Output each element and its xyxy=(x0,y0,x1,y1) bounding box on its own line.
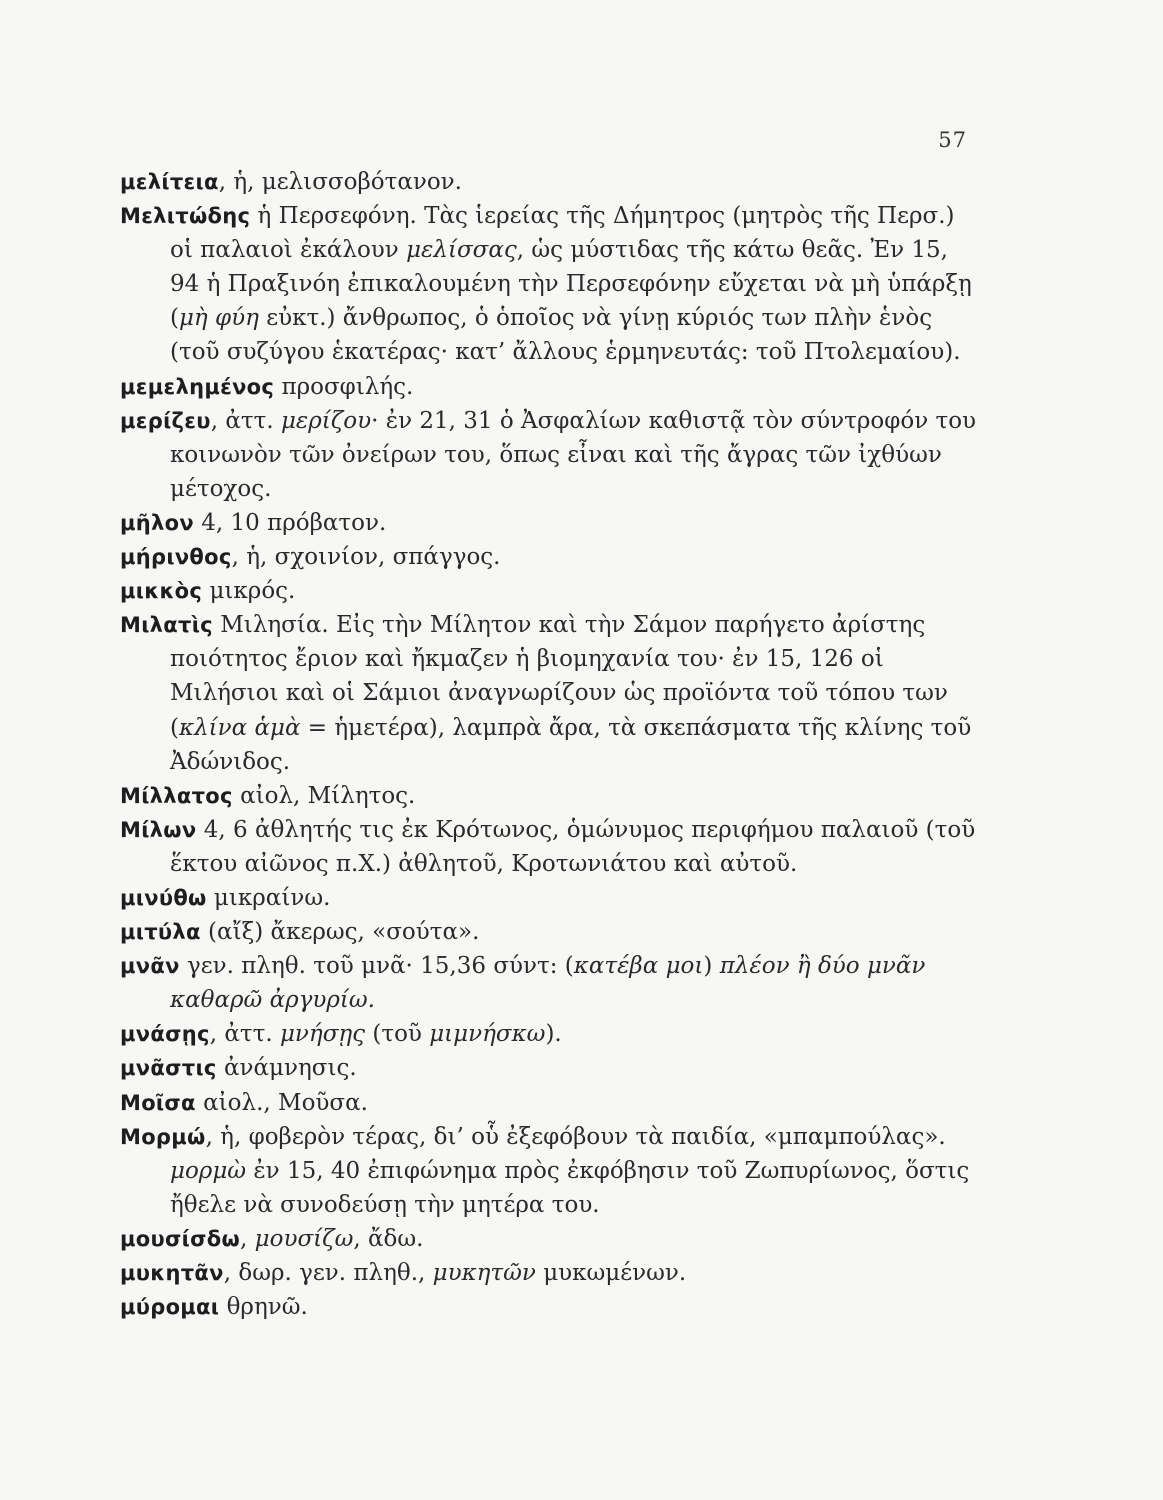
entry-text: Μιλησία. Εἰς τὴν Μίλητον καὶ τὴν Σάμον παρήγετο ἀρίστης ποιότητος ἔριον καὶ ἤκμαζεν ἡ βιομηχανία του· ἐν 15, 126 οἱ Μιλήσιοι καὶ οἱ Σάμιοι ἀναγνωρίζουν ὡς προϊόντα τοῦ τόπου των ( xyxy=(170,612,948,741)
glossary-entry xyxy=(120,1256,980,1290)
entry-italic-text: κλίνα ἁμὰ xyxy=(178,714,301,741)
glossary-entry xyxy=(120,1290,980,1324)
entry-text: προσφιλής. xyxy=(274,373,414,400)
glossary-entry xyxy=(120,540,980,574)
entry-headword: μνᾶστις xyxy=(120,1056,217,1081)
entry-headword: μήρινθος xyxy=(120,545,232,570)
glossary-entry xyxy=(120,165,980,199)
entry-headword: Μίλλατος xyxy=(120,783,233,808)
entry-headword: μῆλον xyxy=(120,510,194,535)
entry-headword: μύρομαι xyxy=(120,1295,220,1320)
entry-text: εὐκτ.) ἄνθρωπος, ὁ ὁποῖος νὰ γίνῃ κύριός των πλὴν ἑνὸς (τοῦ συζύγου ἑκατέρας· κατ’ ἄλλους ἑρμηνευτάς: τοῦ Πτολεμαίου). xyxy=(170,305,961,366)
entry-text: (αἴξ) ἄκερως, «σούτα». xyxy=(200,919,480,946)
entry-italic-text: μορμὼ xyxy=(170,1157,247,1184)
entry-text: , ἀττ. xyxy=(210,407,281,434)
entry-text: μικραίνω. xyxy=(206,884,331,911)
glossary-entry xyxy=(120,949,980,1017)
glossary-entry xyxy=(120,1222,980,1256)
entry-italic-text: πλέον ἢ δύο μνᾶν καθαρῶ ἀργυρίω. xyxy=(170,953,926,1014)
entry-headword: μελίτεια xyxy=(120,170,219,194)
entry-text: , ἡ, φοβερὸν τέρας, δι’ οὗ ἐξεφόβουν τὰ παιδία, «μπαμπούλας». xyxy=(205,1123,946,1150)
glossary-entry xyxy=(120,608,980,778)
entry-text: 4, 6 ἀθλητής τις ἐκ Κρότωνος, ὁμώνυμος περιφήμου παλαιοῦ (τοῦ ἕκτου αἰῶνος π.Χ.) ἀθλητοῦ, Κροτωνιάτου καὶ αὐτοῦ. xyxy=(170,816,976,877)
glossary-entry xyxy=(120,1017,980,1051)
glossary-entry xyxy=(120,574,980,608)
entry-text: = ἡμετέρα), λαμπρὰ ἄρα, τὰ σκεπάσματα τῆς κλίνης τοῦ Ἀδώνιδος. xyxy=(170,714,972,775)
entry-headword: μουσίσδω xyxy=(120,1226,241,1251)
entry-text: ἀνάμνησις. xyxy=(216,1055,357,1082)
entry-text: ἐν 15, 40 ἐπιφώνημα πρὸς ἐκφόβησιν τοῦ Ζωπυρίωνος, ὅστις ἤθελε νὰ συνοδεύσῃ τὴν μητέρα του. xyxy=(170,1157,970,1218)
glossary-entry xyxy=(120,915,980,949)
entry-italic-text: μυκητῶν xyxy=(432,1260,536,1286)
entry-italic-text: μιμνήσκω xyxy=(429,1021,546,1048)
entry-text: , xyxy=(240,1225,255,1252)
glossary-entry xyxy=(120,779,980,813)
entry-text: , ἀττ. xyxy=(209,1021,280,1048)
entry-text: 4, 10 πρόβατον. xyxy=(193,509,387,536)
entry-text: , ἡ, σχοινίον, σπάγγος. xyxy=(231,544,501,571)
entry-text: γεν. πληθ. τοῦ μνᾶ· 15,36 σύντ: ( xyxy=(179,953,574,980)
glossary-entry xyxy=(120,199,980,369)
entry-headword: Μίλων xyxy=(120,817,197,842)
glossary-entry xyxy=(120,1086,980,1120)
entry-headword: μινύθω xyxy=(120,885,207,910)
entry-headword: μνᾶν xyxy=(120,954,180,979)
entry-headword: μνάσῃς xyxy=(120,1022,210,1047)
entry-text: ) xyxy=(703,953,720,980)
entry-headword: μυκητᾶν xyxy=(120,1261,224,1285)
glossary-entry xyxy=(120,370,980,404)
glossary-entry xyxy=(120,506,980,540)
glossary-entry xyxy=(120,813,980,881)
glossary-entry xyxy=(120,881,980,915)
entry-headword: μερίζευ xyxy=(120,408,211,433)
glossary-entry xyxy=(120,1120,980,1222)
entry-text: μικρός. xyxy=(202,578,296,605)
entry-headword: Μελιτώδης xyxy=(120,204,251,229)
glossary-entry xyxy=(120,404,980,506)
entry-text: , ἄδω. xyxy=(353,1225,424,1252)
entry-italic-text: μερίζου xyxy=(280,407,372,434)
entry-headword: μεμελημένος xyxy=(120,374,275,399)
entry-text: , ὡς μύστιδας τῆς κάτω θεᾶς. Ἐν 15, 94 ἡ Πραξινόη ἐπικαλουμένη τὴν Περσεφόνην εὔχεται νὰ μὴ ὑπάρξῃ ( xyxy=(170,237,972,332)
entry-headword: μιτύλα xyxy=(120,920,201,945)
entry-italic-text: μὴ φύη xyxy=(178,305,259,332)
entry-text: ). xyxy=(545,1021,562,1048)
entry-italic-text: κατέβα μοι xyxy=(573,953,704,980)
entry-headword: Μοῖσα xyxy=(120,1090,196,1115)
entry-italic-text: μελίσσας xyxy=(406,237,517,264)
entry-text: αἰολ, Μίλητος. xyxy=(232,782,416,809)
glossary-entries xyxy=(120,165,980,1324)
entry-headword: Μορμώ xyxy=(120,1124,206,1149)
glossary-entry xyxy=(120,1051,980,1085)
entry-headword: μικκὸς xyxy=(120,579,203,604)
entry-text: · ἐν 21, 31 ὁ Ἀσφαλίων καθιστᾷ τὸν σύντροφόν του κοινωνὸν τῶν ὀνείρων του, ὅπως εἶναι καὶ τῆς ἄγρας τῶν ἰχθύων μέτοχος. xyxy=(170,407,977,502)
entry-text: ἡ Περσεφόνη. Τὰς ἱερείας τῆς Δήμητρος (μητρὸς τῆς Περσ.) οἱ παλαιοὶ ἐκάλουν xyxy=(170,203,955,264)
entry-text: , δωρ. γεν. πληθ., xyxy=(223,1260,433,1286)
entry-italic-text: μνήσῃς xyxy=(279,1021,366,1048)
page-number: 57 xyxy=(938,128,967,152)
entry-text: αἰολ., Μοῦσα. xyxy=(195,1089,368,1116)
entry-headword: Μιλατὶς xyxy=(120,613,213,638)
entry-text: μυκωμένων. xyxy=(535,1260,687,1286)
entry-italic-text: μουσίζω xyxy=(254,1225,354,1252)
entry-text: θρηνῶ. xyxy=(219,1294,308,1321)
entry-text: , ἡ, μελισσοβότανον. xyxy=(218,169,462,195)
entry-text: (τοῦ xyxy=(365,1021,430,1048)
